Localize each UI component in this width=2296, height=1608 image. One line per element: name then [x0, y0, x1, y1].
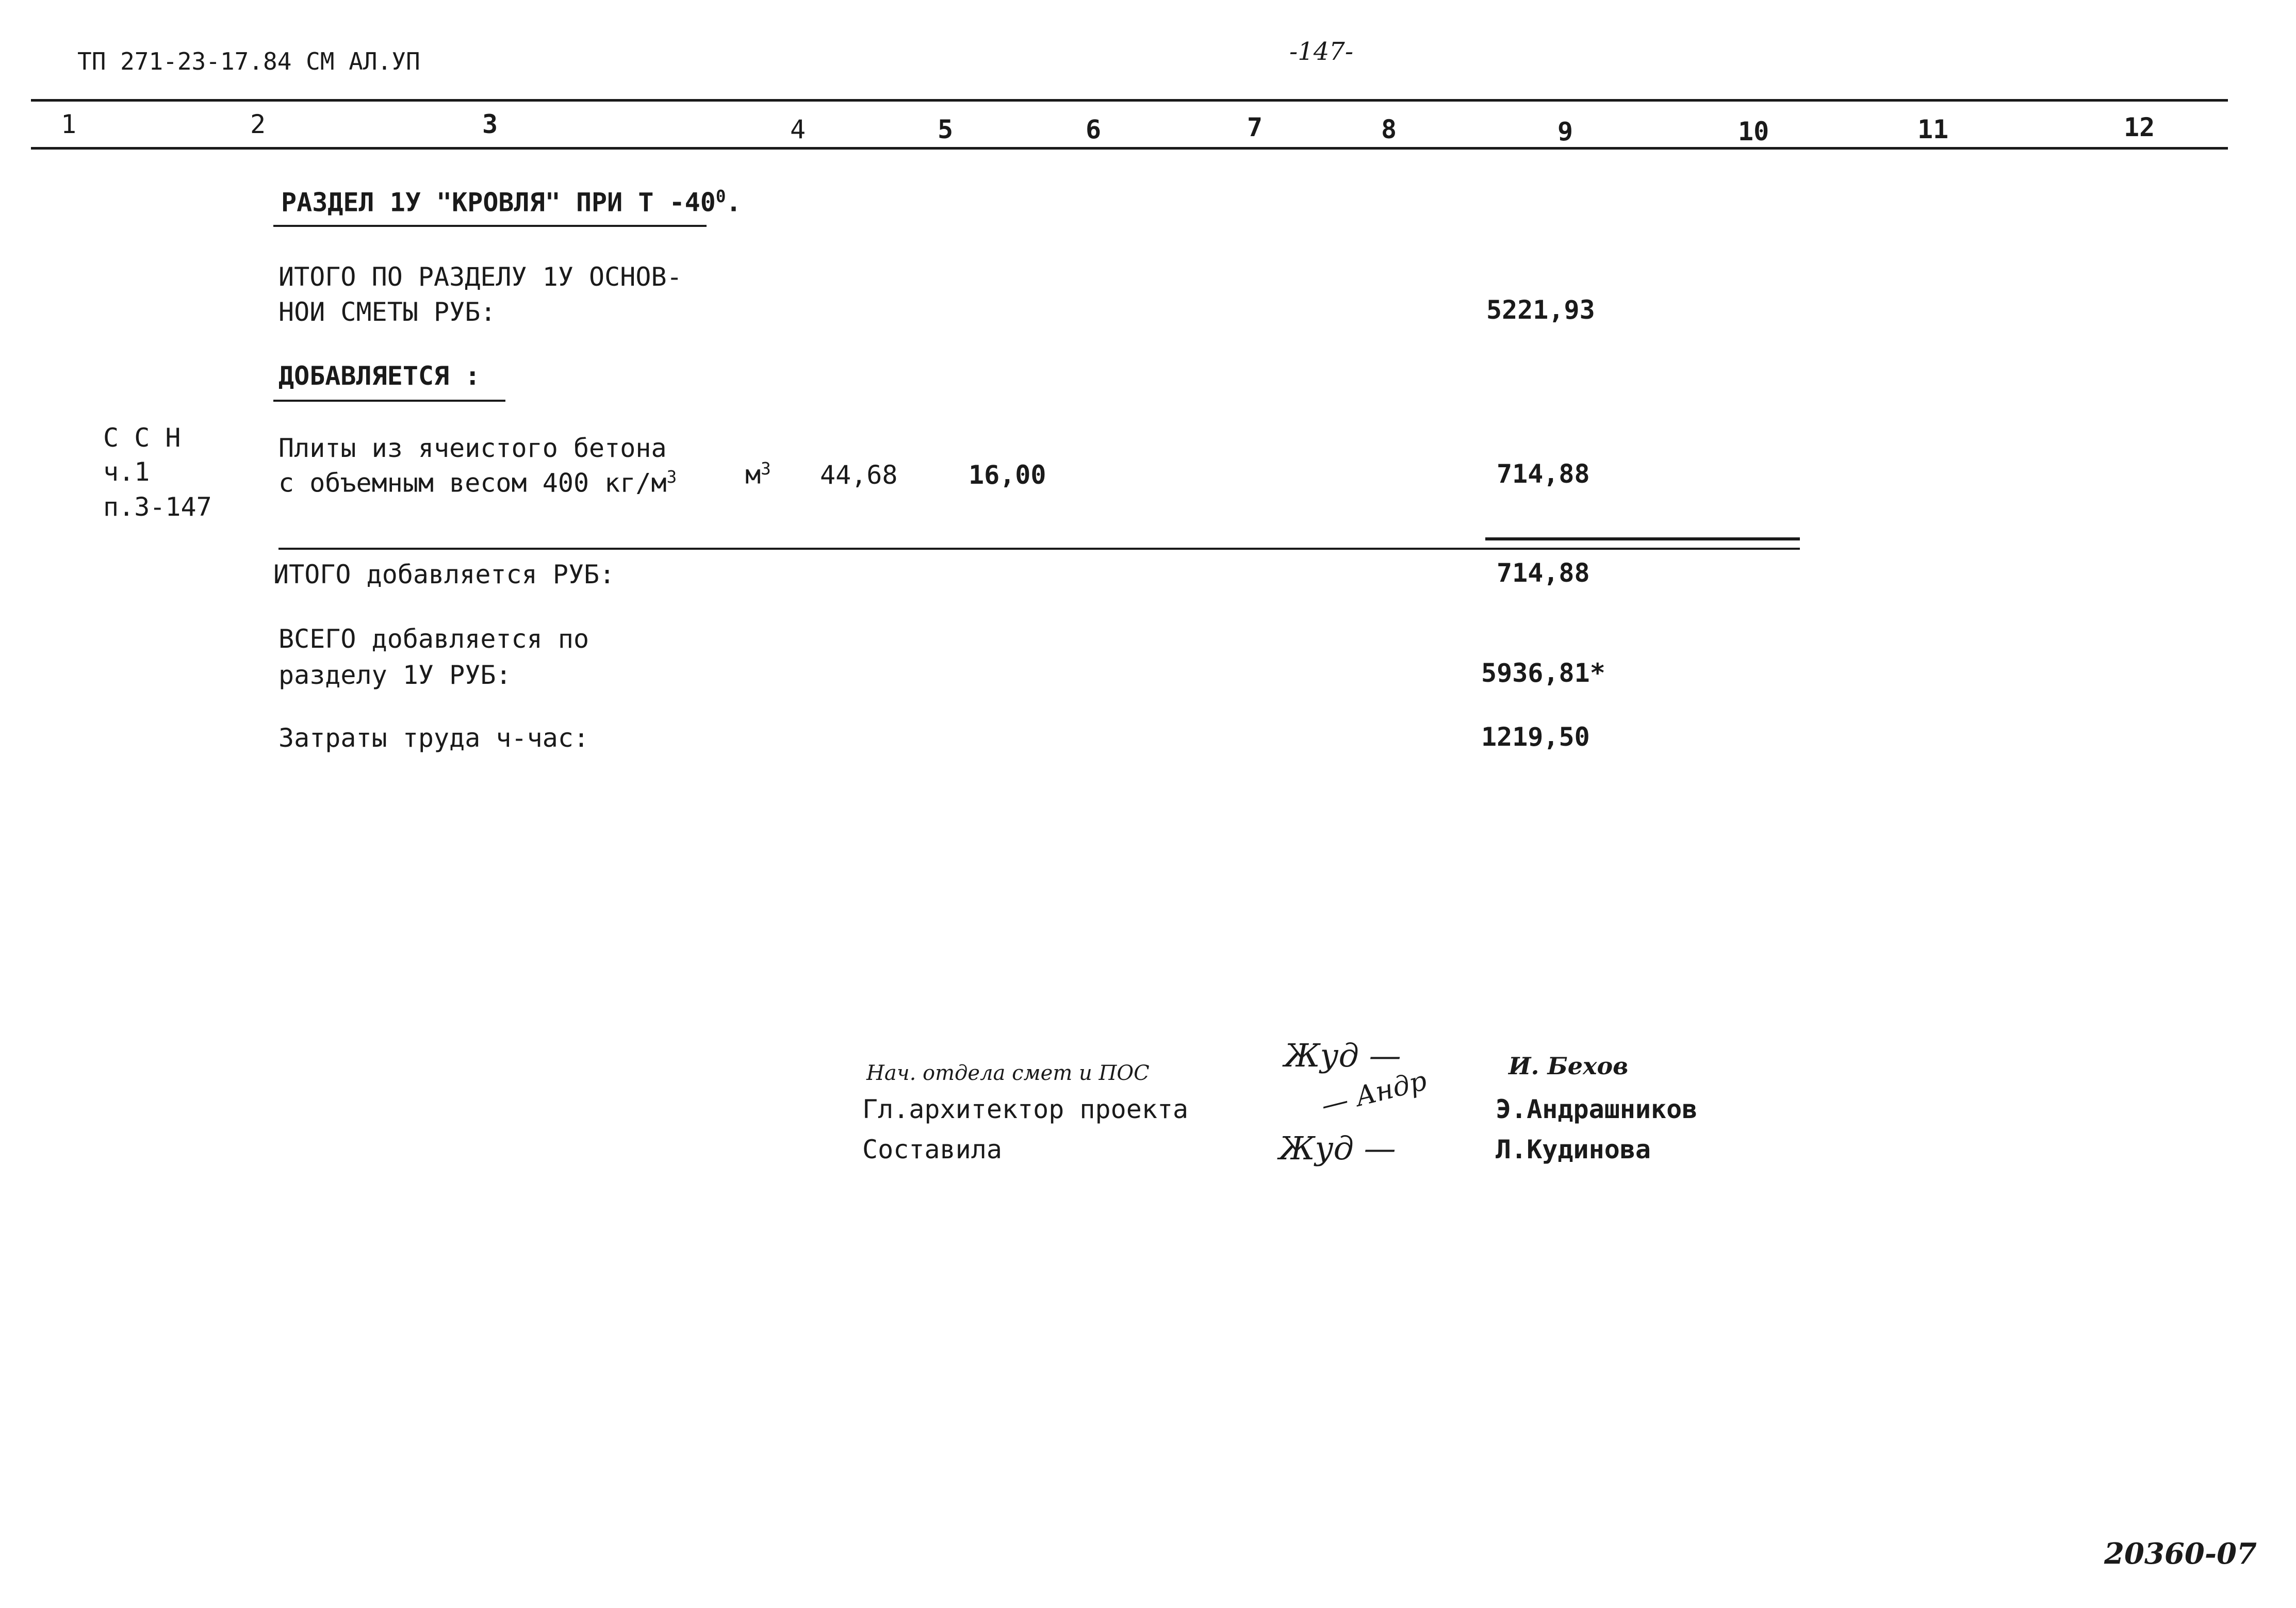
item-description-2-text: с объемным весом 400 кг/м [278, 468, 667, 498]
item-description-2 [278, 467, 677, 498]
item-divider [278, 548, 1800, 550]
item-description-1: Плиты из ячеистого бетона [278, 433, 667, 463]
subtotal-label-line-2: НОИ СМЕТЫ РУБ: [278, 297, 496, 327]
signature-role-1: Нач. отдела смет и ПОС [866, 1061, 1150, 1085]
handwritten-signature-2: — Андр [1318, 1065, 1430, 1122]
signature-name-1: И. Бехов [1508, 1052, 1629, 1080]
item-quantity: 44,68 [820, 460, 898, 490]
col-9: 9 [1557, 117, 1573, 146]
item-divider-heavy [1485, 537, 1800, 540]
signature-role-3: Составила [862, 1135, 1002, 1164]
item-reference-1: С С Н [103, 423, 181, 453]
section-title-text: РАЗДЕЛ 1У "КРОВЛЯ" ПРИ Т -40 [281, 187, 716, 218]
section-total-label-2: разделу 1У РУБ: [278, 660, 512, 690]
item-price: 16,00 [969, 460, 1046, 490]
item-reference-2: ч.1 [103, 457, 150, 487]
signature-name-3: Л.Кудинова [1496, 1135, 1651, 1164]
item-reference-3: п.3-147 [103, 492, 212, 522]
col-12: 12 [2124, 112, 2155, 142]
col-6: 6 [1086, 114, 1102, 144]
handwritten-signature-3: Жуд — [1279, 1129, 1396, 1167]
added-total-label: ИТОГО добавляется РУБ: [273, 560, 615, 589]
col-1: 1 [61, 109, 77, 139]
col-5: 5 [938, 114, 954, 144]
document-code: ТП 271-23-17.84 СМ АЛ.УП [77, 47, 420, 75]
col-8: 8 [1381, 114, 1397, 144]
section-title [281, 187, 742, 218]
item-description-sup: 3 [666, 467, 677, 487]
item-unit [745, 459, 771, 490]
labor-label: Затраты труда ч-час: [278, 723, 589, 753]
subtotal-label-line-1: ИТОГО ПО РАЗДЕЛУ 1У ОСНОВ- [278, 262, 682, 292]
labor-value: 1219,50 [1481, 722, 1590, 752]
item-unit-text: м [745, 460, 761, 490]
degree-sup: 0 [715, 187, 726, 206]
archive-stamp-number: 20360-07 [2104, 1537, 2257, 1571]
item-unit-sup: 3 [761, 459, 771, 479]
item-amount: 714,88 [1497, 459, 1590, 489]
col-2: 2 [250, 109, 266, 139]
section-total-value: 5936,81* [1481, 658, 1605, 688]
header-rule-top [31, 99, 2228, 102]
section-title-underline [273, 225, 707, 227]
added-heading: ДОБАВЛЯЕТСЯ : [278, 361, 481, 391]
subtotal-value: 5221,93 [1486, 295, 1595, 325]
signature-role-2: Гл.архитектор проекта [862, 1094, 1189, 1124]
col-11: 11 [1917, 114, 1949, 144]
section-total-label-1: ВСЕГО добавляется по [278, 624, 589, 654]
added-total-value: 714,88 [1497, 558, 1590, 588]
col-7: 7 [1247, 112, 1263, 142]
signature-name-2: Э.Андрашников [1496, 1094, 1698, 1124]
added-heading-underline [273, 400, 505, 402]
col-4: 4 [790, 114, 806, 144]
col-10: 10 [1738, 117, 1769, 146]
col-3: 3 [482, 109, 498, 139]
handwritten-signature-1: Жуд — [1284, 1037, 1401, 1074]
section-title-end: . [726, 187, 742, 218]
page-number: -147- [1289, 37, 1354, 66]
header-rule-bottom [31, 147, 2228, 150]
